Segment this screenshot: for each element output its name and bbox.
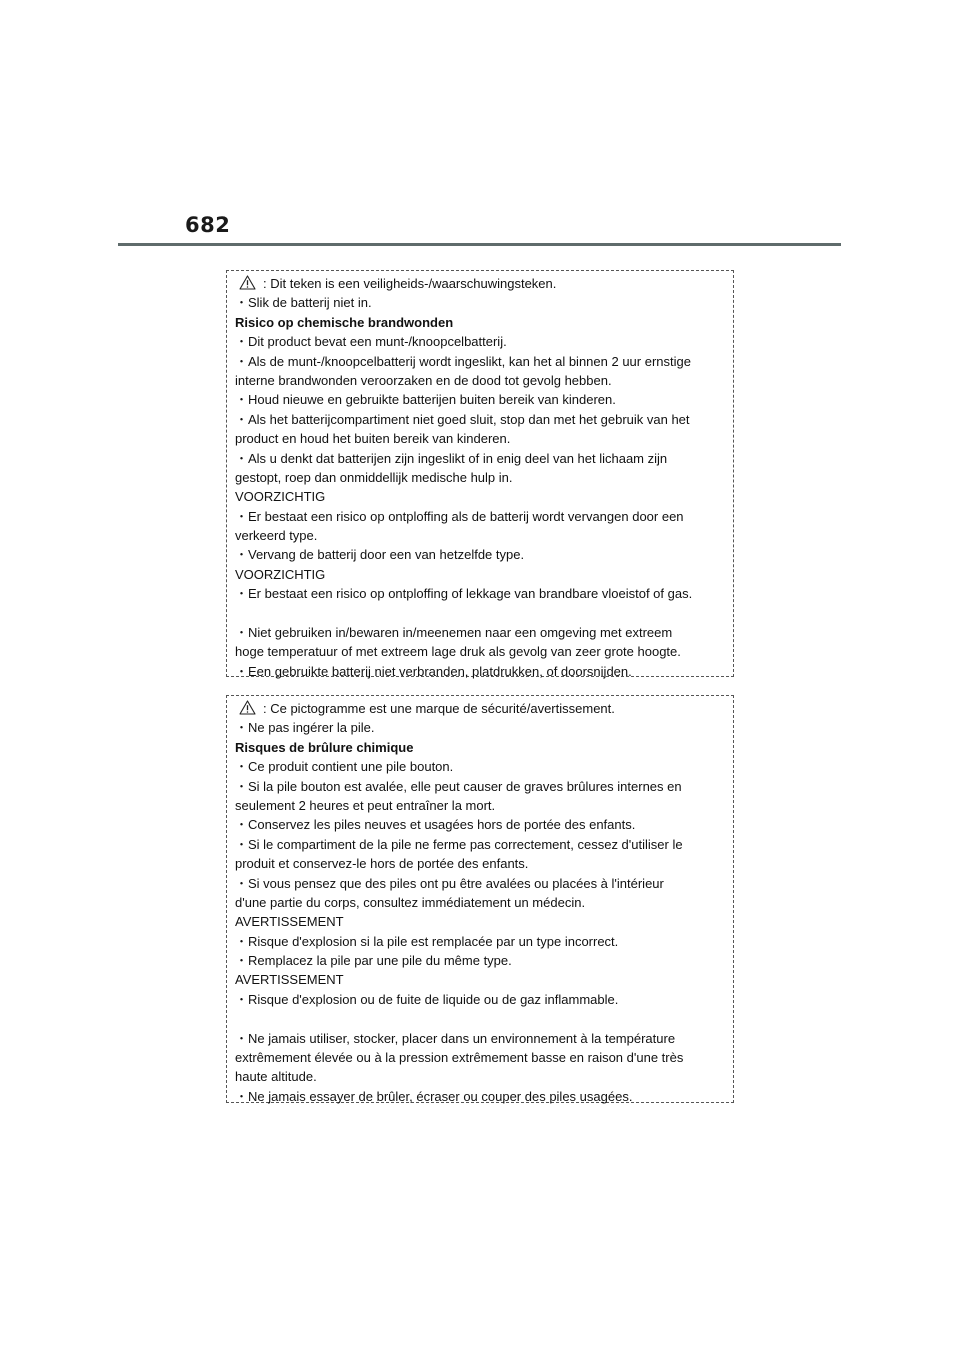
notice-text: AVERTISSEMENT xyxy=(235,914,344,930)
notice-line xyxy=(235,815,733,834)
notice-line xyxy=(235,507,733,526)
french-warning-box xyxy=(226,695,734,1103)
notice-text: extrêmement élevée ou à la pression extrêmement basse en raison d'une très xyxy=(235,1050,684,1066)
notice-text: ・Er bestaat een risico op ontploffing of lekkage van brandbare vloeistof of gas. xyxy=(235,586,693,602)
notice-line xyxy=(235,429,733,448)
notice-text: ・Er bestaat een risico op ontploffing als de batterij wordt vervangen door een xyxy=(235,508,684,524)
notice-text: ・Slik de batterij niet in. xyxy=(235,295,372,311)
warning-triangle-icon xyxy=(239,275,256,290)
notice-text: : Ce pictogramme est une marque de sécurité/avertissement. xyxy=(263,701,615,716)
notice-text: ・Risque d'explosion si la pile est remplacée par un type incorrect. xyxy=(235,933,619,949)
symbol-explanation xyxy=(235,699,733,718)
page-number: 682 xyxy=(185,213,231,237)
notice-line xyxy=(235,468,733,487)
notice-line xyxy=(235,642,733,661)
notice-text: produit et conservez-le hors de portée des enfants. xyxy=(235,856,529,872)
notice-text: ・Als u denkt dat batterijen zijn ingeslikt of in enig deel van het lichaam zijn xyxy=(235,450,668,466)
notice-text: ・Conservez les piles neuves et usagées hors de portée des enfants. xyxy=(235,817,636,833)
notice-text: ・Ne jamais essayer de brûler, écraser ou couper des piles usagées. xyxy=(235,1088,633,1104)
header-rule xyxy=(118,243,841,246)
notice-line xyxy=(235,796,733,815)
notice-text: seulement 2 heures et peut entraîner la mort. xyxy=(235,797,496,813)
notice-text: Risques de brûlure chimique xyxy=(235,739,414,755)
notice-line xyxy=(235,854,733,873)
notice-line xyxy=(235,777,733,796)
notice-line xyxy=(235,893,733,912)
notice-line xyxy=(235,293,733,312)
section-heading xyxy=(235,738,733,757)
notice-text: ・Dit product bevat een munt-/knoopcelbatterij. xyxy=(235,334,507,350)
notice-text: ・Vervang de batterij door een van hetzelfde type. xyxy=(235,547,525,563)
notice-text: ・Remplacez la pile par une pile du même type. xyxy=(235,953,512,969)
notice-line xyxy=(235,584,733,603)
notice-text: ・Als het batterijcompartiment niet goed sluit, stop dan met het gebruik van het xyxy=(235,411,690,427)
notice-text: ・Ne jamais utiliser, stocker, placer dans un environnement à la température xyxy=(235,1030,676,1046)
notice-line xyxy=(235,410,733,429)
notice-line xyxy=(235,757,733,776)
notice-text: ・Ne pas ingérer la pile. xyxy=(235,720,375,736)
notice-line xyxy=(235,545,733,564)
blank-line xyxy=(235,1009,733,1028)
notice-text: haute altitude. xyxy=(235,1069,317,1085)
notice-text: ・Si le compartiment de la pile ne ferme pas correctement, cessez d'utiliser le xyxy=(235,836,683,852)
notice-line xyxy=(235,970,733,989)
notice-text: interne brandwonden veroorzaken en de dood tot gevolg hebben. xyxy=(235,372,612,388)
notice-text: hoge temperatuur of met extreem lage druk als gevolg van zeer grote hoogte. xyxy=(235,644,681,660)
notice-line xyxy=(235,1087,733,1106)
notice-line xyxy=(235,371,733,390)
notice-line xyxy=(235,1067,733,1086)
notice-text: gestopt, roep dan onmiddellijk medische hulp in. xyxy=(235,469,513,485)
notice-text: VOORZICHTIG xyxy=(235,489,326,505)
notice-text: AVERTISSEMENT xyxy=(235,972,344,988)
notice-line xyxy=(235,912,733,931)
notice-text: verkeerd type. xyxy=(235,528,318,544)
section-heading xyxy=(235,313,733,332)
notice-text: ・Een gebruikte batterij niet verbranden, platdrukken, of doorsnijden. xyxy=(235,663,632,679)
notice-line xyxy=(235,990,733,1009)
notice-text: ・Niet gebruiken in/bewaren in/meenemen naar een omgeving met extreem xyxy=(235,625,673,641)
notice-line xyxy=(235,718,733,737)
warning-triangle-icon xyxy=(239,700,256,715)
notice-line xyxy=(235,1029,733,1048)
notice-text: ・Risque d'explosion ou de fuite de liquide ou de gaz inflammable. xyxy=(235,991,619,1007)
symbol-explanation xyxy=(235,274,733,293)
notice-text: ・Ce produit contient une pile bouton. xyxy=(235,759,454,775)
notice-line xyxy=(235,623,733,642)
notice-line xyxy=(235,951,733,970)
notice-line xyxy=(235,526,733,545)
notice-line xyxy=(235,835,733,854)
notice-line xyxy=(235,390,733,409)
notice-text: d'une partie du corps, consultez immédiatement un médecin. xyxy=(235,894,586,910)
dutch-warning-box xyxy=(226,270,734,677)
notice-line xyxy=(235,932,733,951)
notice-text: ・Si vous pensez que des piles ont pu être avalées ou placées à l'intérieur xyxy=(235,875,664,891)
blank-line xyxy=(235,604,733,623)
notice-text: ・Si la pile bouton est avalée, elle peut causer de graves brûlures internes en xyxy=(235,778,682,794)
notice-text: : Dit teken is een veiligheids-/waarschuwingsteken. xyxy=(263,276,557,291)
notice-text: product en houd het buiten bereik van kinderen. xyxy=(235,431,511,447)
notice-line xyxy=(235,1048,733,1067)
notice-line xyxy=(235,352,733,371)
notice-text: VOORZICHTIG xyxy=(235,566,326,582)
notice-line xyxy=(235,487,733,506)
notice-line xyxy=(235,874,733,893)
notice-text: ・Als de munt-/knoopcelbatterij wordt ingeslikt, kan het al binnen 2 uur ernstige xyxy=(235,353,691,369)
notice-line xyxy=(235,662,733,681)
notice-line xyxy=(235,565,733,584)
notice-text: ・Houd nieuwe en gebruikte batterijen buiten bereik van kinderen. xyxy=(235,392,616,408)
notice-text: Risico op chemische brandwonden xyxy=(235,314,454,330)
notice-line xyxy=(235,449,733,468)
notice-line xyxy=(235,332,733,351)
